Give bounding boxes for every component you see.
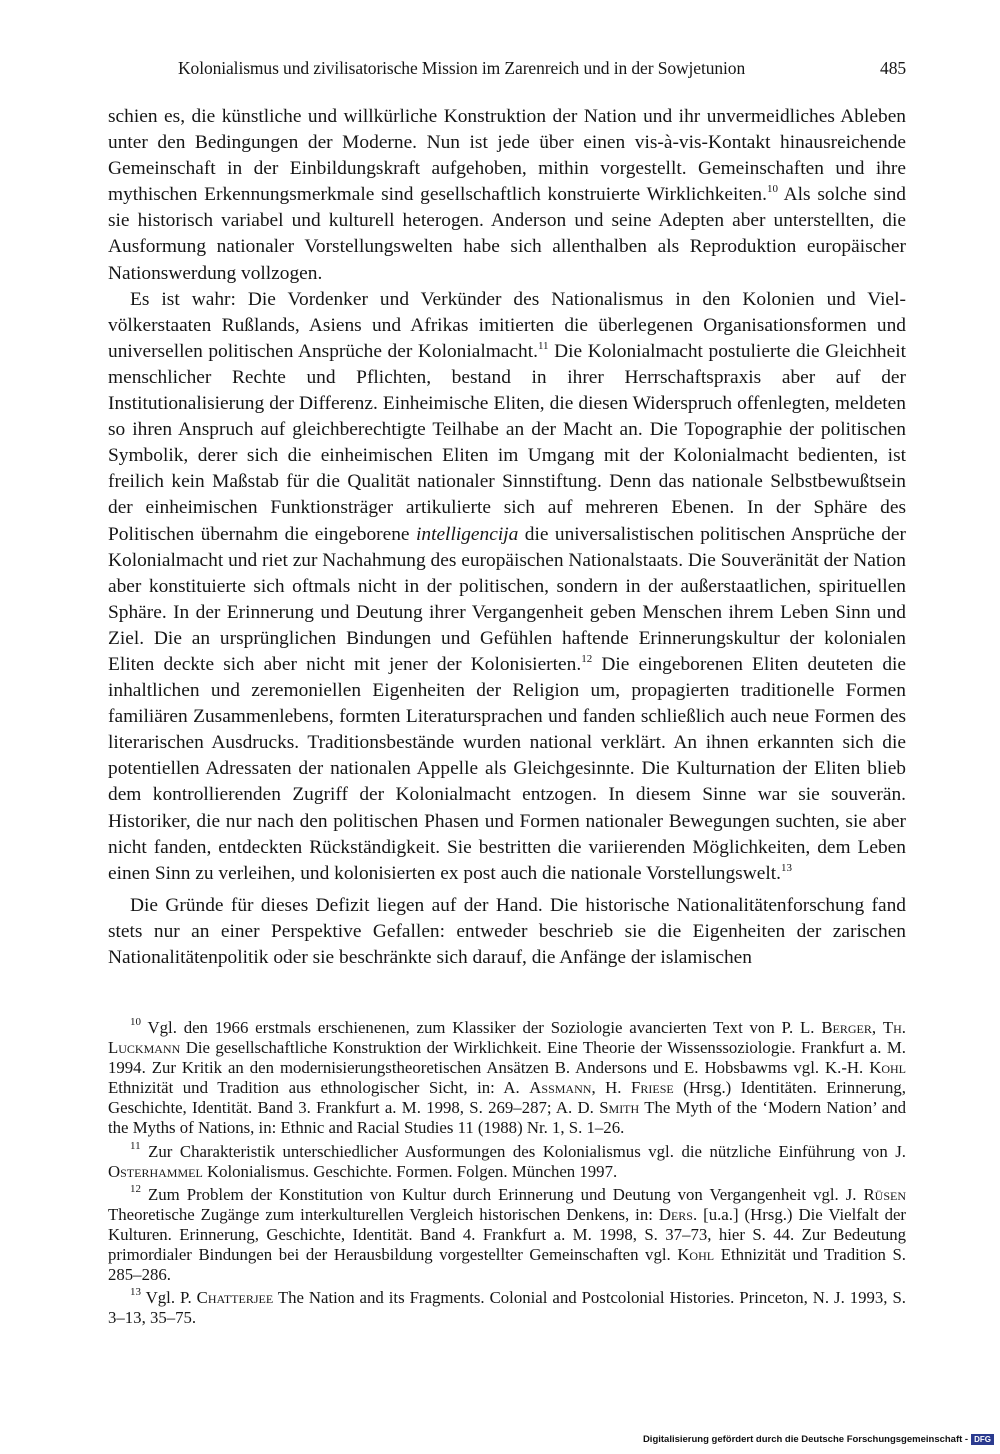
paragraph-2-text-b: Die Kolonialmacht postulierte die Gleichheit menschlicher Rechte und Pflichten, bestand in ihrer Herrschaftspraxis aber auf der Institutionalisierung der Differenz. Einheimische Eliten, die diesen Widerspruch offenlegten, meldeten so ihren Anspruch auf gleichberechtigte Teilhabe an der Macht an. Die Topographie der politischen Symbolik, derer sich die einheimischen Eliten im Umgang mit der Kolonialmacht bedienten, ist freilich kein Maßstab für die Qualität nationaler Sinnstiftung. Denn das nationale Selbstbewußtsein der einheimischen Funktionsträger artikulierte sich auf mehreren Ebenen. In der Sphäre des Politischen übernahm die eingeborene [108, 340, 906, 545]
digitization-footer [643, 1434, 994, 1445]
author-name: Assmann [529, 1078, 592, 1098]
footnote-text: , [871, 1018, 883, 1037]
footnote-text: Die gesellschaftliche Konstruktion der Wirklichkeit. Eine Theorie der Wissenssoziologie. Frankfurt a. M. 1994. Zur Kritik an den modernisierungstheoretischen Ansätzen B. Andersons und E. Hobsbawms vgl. K.-H. [108, 1038, 906, 1078]
footnote-number: 10 [130, 1016, 141, 1028]
author-name: Kohl [869, 1058, 906, 1078]
footnote-text: Theoretische Zugänge zum interkulturellen Vergleich historischen Denkens, in: [108, 1204, 659, 1224]
author-name: Kohl [677, 1245, 715, 1265]
footnote-text: Ethnizität und Tradition S. 285–286. [108, 1245, 906, 1285]
paragraph-3 [108, 893, 906, 971]
footnote-text: , H. [591, 1078, 632, 1098]
author-name: Th. Luckmann [108, 1018, 907, 1058]
author-name: Berger [821, 1018, 872, 1037]
paragraph-2-text-c: die universalistischen politischen Ansprüche der Kolonialmacht und riet zur Nachahmung des europäischen Nationalstaats. Die Souveränität der Nation aber konstituierte sich oftmals nicht in der politischen, sondern in der außerstaatlichen, spirituellen Sphäre. In der Erinnerung und Deutung ihrer Vergangenheit geben Menschen ihrem Leben Sinn und Ziel. Die an ursprünglichen Bindungen und Gefühlen haftende Erinnerungskultur der kolonialen Eliten deckte sich aber nicht mit jener der Kolonisierten. [108, 523, 906, 675]
footnote-text: Vgl. den 1966 erstmals erschienenen, zum Klassiker der Soziologie avancierten Text von P. L. [141, 1018, 822, 1037]
footnote-text: (Hrsg.) Identitäten. Erinnerung, Geschichte, Identität. Band 3. Frankfurt a. M. 1998, S. 269–287; A. D. [108, 1078, 906, 1118]
paragraph-1 [108, 104, 906, 287]
paragraph-1-text-b: Als solche sind sie historisch variabel und kulturell heterogen. Anderson und seine Adepten aber unterstellten, die Ausformung nationaler Vorstellungswelten habe sich allenthalben als Reproduktion europäischer Nationswerdung vollzogen. [108, 184, 906, 284]
footnote-number: 12 [130, 1182, 141, 1195]
footnote-ref-10[interactable]: 10 [766, 183, 778, 196]
footnote-10 [108, 1018, 906, 1139]
paragraph-3-text: Die Gründe für dieses Defizit liegen auf der Hand. Die historische Nationalitätenforschung fand stets nur an einer Perspektive Gefallen: entweder beschrieb sie die Eigenheiten der zarischen Nationalitätenpolitik oder sie beschränkte sich darauf, die Anfänge der islamischen [108, 894, 906, 968]
footnote-ref-13[interactable]: 13 [780, 861, 792, 874]
paragraph-2-text-a: Es ist wahr: Die Vordenker und Verkünder des Nationalismus in den Kolonien und Vielvölkerstaaten Rußlands, Asiens und Afrikas imitierten die überlegenen Organisationsformen und universellen politischen Ansprüche der Kolonialmacht. [108, 288, 906, 362]
page-number: 485 [880, 58, 906, 78]
footnote-text: [u.a.] (Hrsg.) Die Vielfalt der Kulturen. Erinnerung, Geschichte, Identität. Band 4. Frankfurt a. M. 1998, S. 37–73, hier S. 44. Zur Bedeutung primordialer Bindungen bei der Herausbildung vorgestellter Gemeinschaften vgl. [108, 1204, 906, 1265]
footnotes [108, 1018, 906, 1331]
running-head [178, 58, 906, 79]
paragraph-2-text-d: Die eingeborenen Eliten deuteten die inhaltlichen und zeremoniellen Eigenheiten der Religion um, propagierten traditionelle Formen familiären Zusammenlebens, formten Literatursprachen und fanden schließlich auch neue Formen des literarischen Ausdrucks. Traditionsbestände wurden national verklärt. An ihnen erkannten sich die potentiellen Adressaten der nationalen Appelle als Gleichgesinnte. Die Kulturnation der Eliten blieb dem kontrollierenden Zugriff der Kolonialmacht entzogen. In diesem Sinne war sie souverän. Historiker, die nur nach den politischen Phasen und Formen nationaler Bewegungen suchten, sie aber nicht fanden, entdeckten Rückständigkeit. Sie bestritten die variierenden Möglichkeiten, dem Leben einen Sinn zu verleihen, und kolonisierten ex post auch die nationale Vorstellungswelt. [108, 653, 907, 884]
running-head-title: Kolonialismus und zivilisatorische Mission im Zarenreich und in der Sowjetunion [178, 58, 746, 78]
italic-term: intelligencija [415, 523, 519, 545]
dfg-logo: DFG [971, 1434, 994, 1445]
footnote-text: The Myth of the ‘Modern Nation’ and the Myths of Nations, in: Ethnic and Racial Studies 11 (1988) Nr. 1, S. 1–26. [108, 1098, 906, 1138]
author-name: Osterhammel [108, 1161, 203, 1181]
paragraph-2 [108, 287, 906, 887]
footnote-text: Zum Problem der Konstitution von Kultur durch Erinnerung und Deutung von Vergangenheit vgl. J. [141, 1184, 864, 1204]
author-name: Smith [599, 1098, 640, 1118]
footnote-12 [108, 1182, 906, 1285]
body-text [108, 104, 906, 971]
footnote-number: 11 [130, 1139, 141, 1152]
paragraph-1-text-a: schien es, die künstliche und willkürliche Konstruktion der Nation und ihr unvermeidliches Ableben unter den Bedingungen der Moderne. Nun ist jede über einen vis-à-vis-Kontakt hinausreichende Gemeinschaft in der Einbildungskraft aufgehoben, mithin vorgestellt. Gemeinschaften und ihre mythischen Erkennungsmerkmale sind gesellschaftlich konstruierte Wirklichkeiten. [108, 106, 906, 206]
author-name: Friese [631, 1078, 674, 1098]
footnote-13 [108, 1288, 906, 1328]
footnote-11 [108, 1139, 906, 1182]
footnote-text: Zur Charakteristik unterschiedlicher Ausformungen des Kolonialismus vgl. die nützliche Einführung von J. [140, 1141, 906, 1161]
footnote-text: Ethnizität und Tradition aus ethnologischer Sicht, in: A. [108, 1078, 530, 1098]
footnote-ref-12[interactable]: 12 [581, 652, 593, 665]
footnote-ref-11[interactable]: 11 [537, 339, 549, 352]
author-name: Chatterjee [196, 1288, 274, 1308]
footer-text: Digitalisierung gefördert durch die Deutsche Forschungsgemeinschaft - [642, 1434, 969, 1445]
footnote-number: 13 [130, 1286, 141, 1299]
author-name: Ders. [658, 1204, 698, 1224]
footnote-text: Vgl. P. [141, 1288, 197, 1308]
author-name: Rüsen [863, 1184, 906, 1204]
footnote-text: Kolonialismus. Geschichte. Formen. Folgen. München 1997. [202, 1161, 618, 1181]
footnote-text: The Nation and its Fragments. Colonial and Postcolonial Histories. Princeton, N. J. 1993, S. 3–13, 35–75. [108, 1288, 906, 1328]
